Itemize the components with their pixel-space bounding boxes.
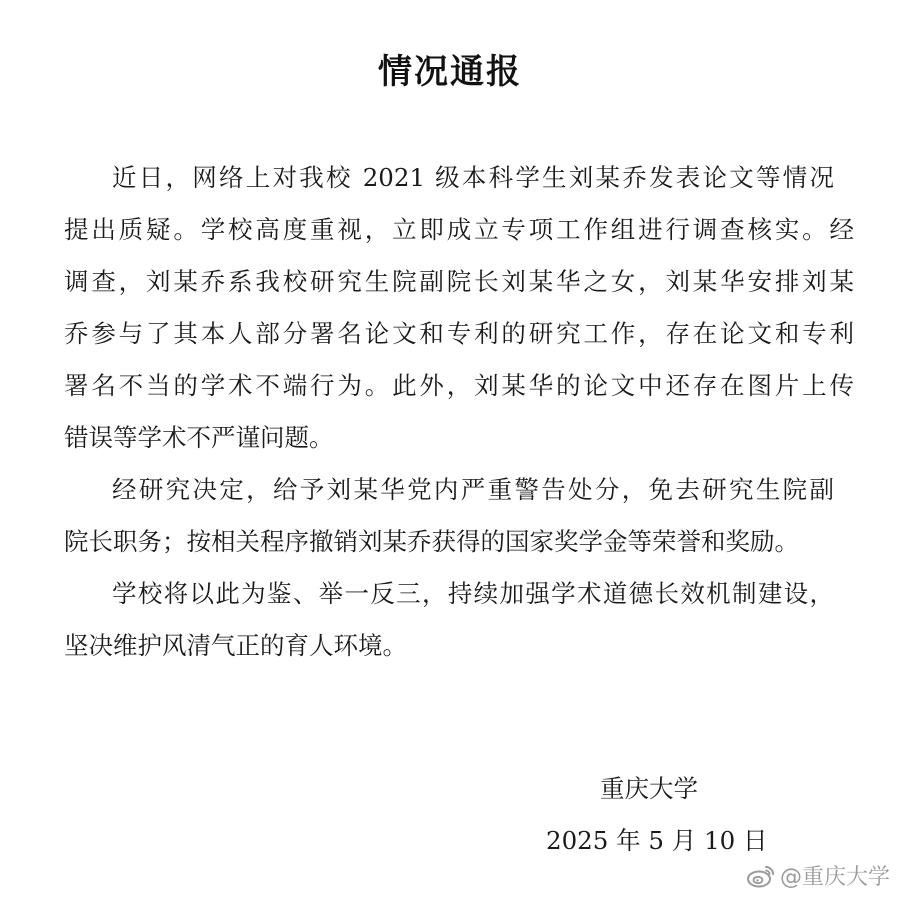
watermark-text: @重庆大学 — [779, 865, 890, 890]
weibo-watermark — [746, 860, 890, 891]
signature-date: 2025 年 5 月 10 日 — [546, 826, 768, 855]
signature-organization: 重庆大学 — [600, 774, 698, 803]
paragraph-2-line-2: 院长职务；按相关程序撤销刘某乔获得的国家奖学金等荣誉和奖励。 — [64, 527, 799, 556]
paragraph-2-line-1: 经研究决定，给予刘某华党内严重警告处分，免去研究生院副 — [112, 475, 834, 504]
paragraph-3-line-2: 坚决维护风清气正的育人环境。 — [64, 631, 407, 660]
paragraph-1-line-5: 署名不当的学术不端行为。此外，刘某华的论文中还存在图片上传 — [64, 371, 854, 400]
paragraph-1-line-6: 错误等学术不严谨问题。 — [64, 423, 334, 452]
notice-title: 情况通报 — [378, 52, 522, 92]
weibo-icon — [746, 864, 776, 888]
paragraph-1-line-3: 调查，刘某乔系我校研究生院副院长刘某华之女，刘某华安排刘某 — [64, 267, 854, 296]
paragraph-3-line-1: 学校将以此为鉴、举一反三，持续加强学术道德长效机制建设， — [112, 579, 834, 608]
paragraph-1-line-4: 乔参与了其本人部分署名论文和专利的研究工作，存在论文和专利 — [64, 319, 854, 348]
paragraph-1-line-2: 提出质疑。学校高度重视，立即成立专项工作组进行调查核实。经 — [64, 215, 854, 244]
paragraph-1-line-1: 近日，网络上对我校 2021 级本科学生刘某乔发表论文等情况 — [112, 163, 834, 192]
